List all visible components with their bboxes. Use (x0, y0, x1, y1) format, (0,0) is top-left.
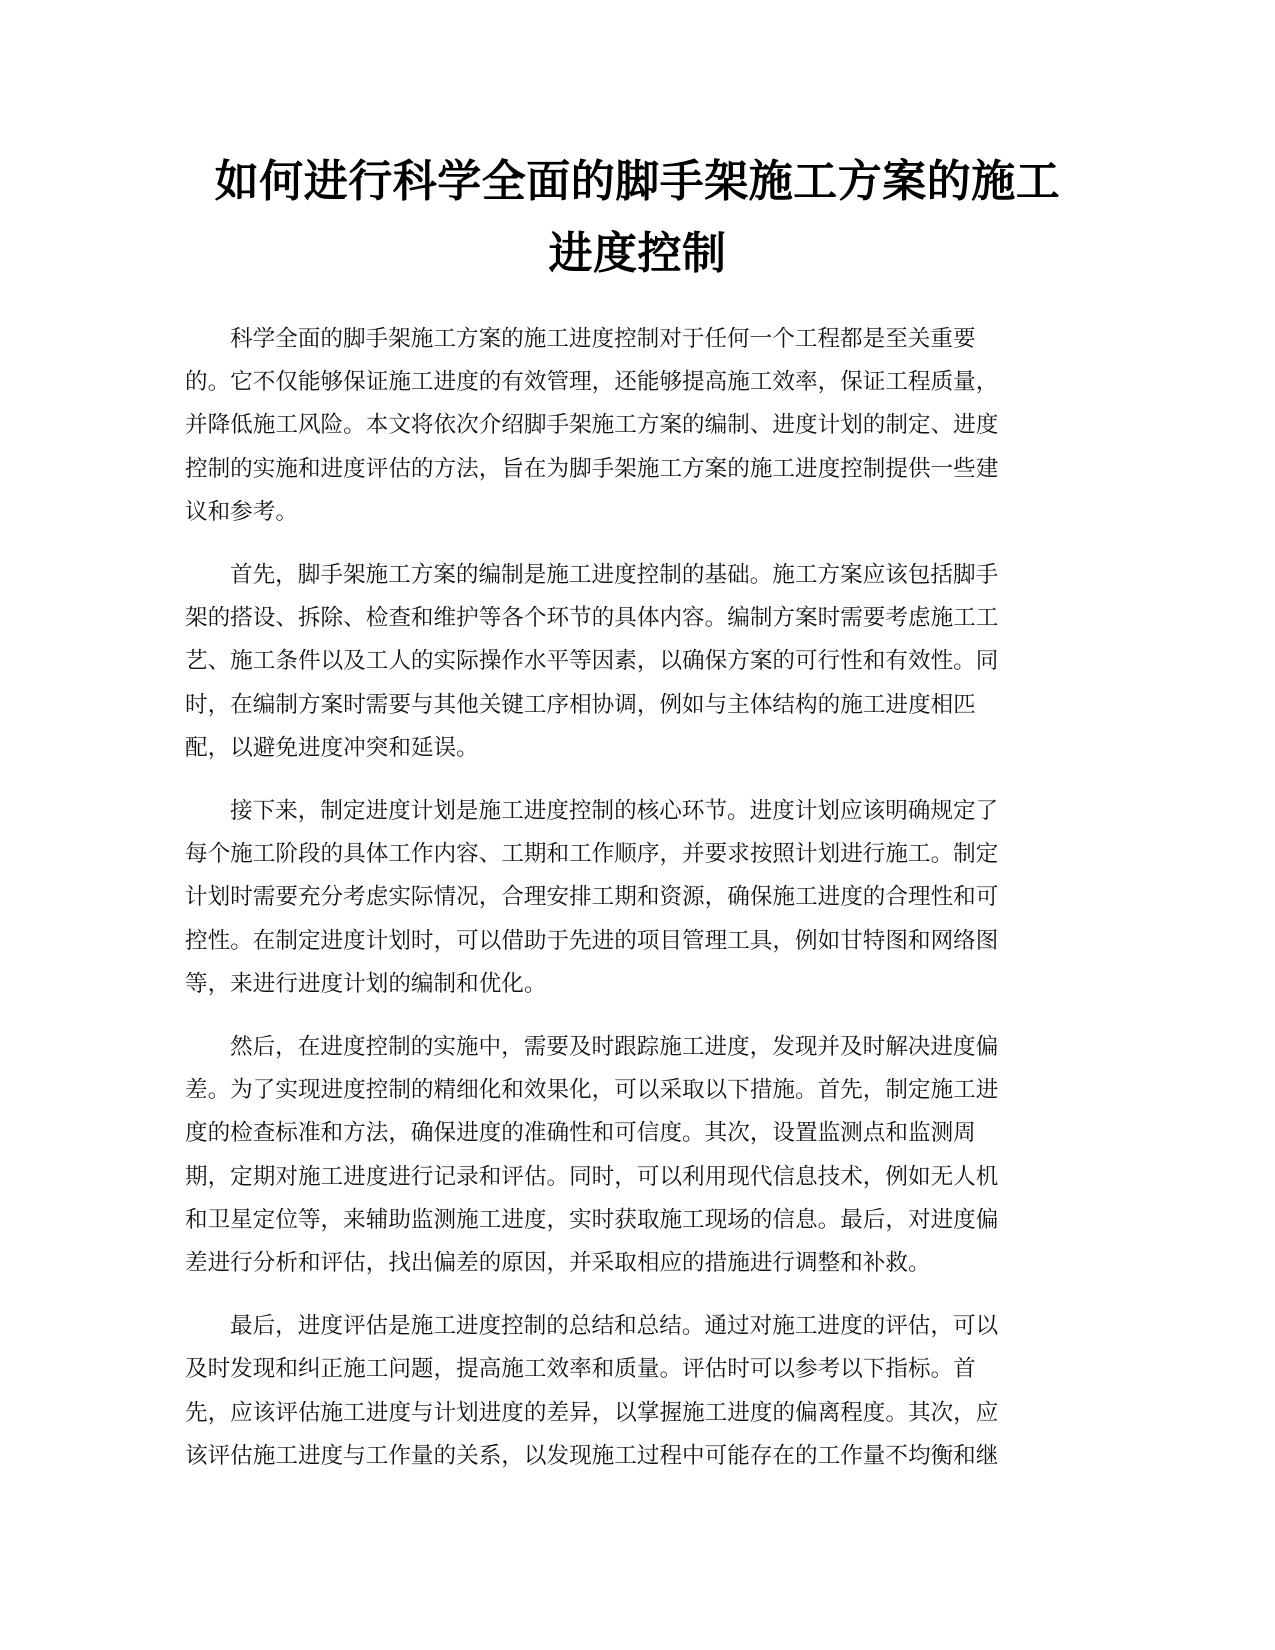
paragraph-line: 配，以避免进度冲突和延误。 (185, 734, 479, 761)
paragraph-line: 差。为了实现进度控制的精细化和效果化，可以采取以下措施。首先，制定施工进 (185, 1077, 999, 1104)
title-line-2: 进度控制 (548, 228, 727, 279)
paragraph-control-implementation (185, 1026, 1085, 1285)
paragraph-line: 每个施工阶段的具体工作内容、工期和工作顺序，并要求按照计划进行施工。制定 (185, 841, 999, 868)
paragraph-line: 并降低施工风险。本文将依次介绍脚手架施工方案的编制、进度计划的制定、进度 (185, 412, 999, 439)
paragraph-line: 控性。在制定进度计划时，可以借助于先进的项目管理工具，例如甘特图和网络图 (185, 927, 999, 954)
paragraph-line: 最后，进度评估是施工进度控制的总结和总结。通过对施工进度的评估，可以 (230, 1313, 999, 1340)
paragraph-line: 的。它不仅能够保证施工进度的有效管理，还能够提高施工效率，保证工程质量， (185, 369, 999, 396)
paragraph-line: 度的检查标准和方法，确保进度的准确性和可信度。其次，设置监测点和监测周 (185, 1120, 976, 1147)
paragraph-line: 该评估施工进度与工作量的关系，以发现施工过程中可能存在的工作量不均衡和继 (185, 1442, 999, 1469)
paragraph-line: 架的搭设、拆除、检查和维护等各个环节的具体内容。编制方案时需要考虑施工工 (185, 605, 999, 632)
paragraph-line: 首先，脚手架施工方案的编制是施工进度控制的基础。施工方案应该包括脚手 (230, 562, 999, 589)
paragraph-line: 等，来进行进度计划的编制和优化。 (185, 970, 547, 997)
paragraph-line: 计划时需要充分考虑实际情况，合理安排工期和资源，确保施工进度的合理性和可 (185, 884, 999, 911)
document-body (185, 318, 1085, 1498)
paragraph-line: 议和参考。 (185, 498, 298, 525)
paragraph-intro (185, 318, 1085, 534)
paragraph-line: 及时发现和纠正施工问题，提高施工效率和质量。评估时可以参考以下指标。首 (185, 1356, 976, 1383)
paragraph-line: 然后，在进度控制的实施中，需要及时跟踪施工进度，发现并及时解决进度偏 (230, 1034, 999, 1061)
document-title (150, 146, 1125, 290)
paragraph-line: 接下来，制定进度计划是施工进度控制的核心环节。进度计划应该明确规定了 (230, 798, 999, 825)
paragraph-plan-preparation (185, 554, 1085, 770)
paragraph-progress-evaluation (185, 1305, 1085, 1478)
paragraph-line: 先，应该评估施工进度与计划进度的差异，以掌握施工进度的偏离程度。其次，应 (185, 1399, 999, 1426)
paragraph-line: 控制的实施和进度评估的方法，旨在为脚手架施工方案的施工进度控制提供一些建 (185, 455, 999, 482)
paragraph-line: 期，定期对施工进度进行记录和评估。同时，可以利用现代信息技术，例如无人机 (185, 1163, 999, 1190)
paragraph-line: 差进行分析和评估，找出偏差的原因，并采取相应的措施进行调整和补救。 (185, 1250, 931, 1277)
paragraph-line: 时，在编制方案时需要与其他关键工序相协调，例如与主体结构的施工进度相匹 (185, 691, 976, 718)
paragraph-line: 艺、施工条件以及工人的实际操作水平等因素，以确保方案的可行性和有效性。同 (185, 648, 999, 675)
title-line-1: 如何进行科学全面的脚手架施工方案的施工 (214, 156, 1061, 207)
paragraph-schedule-plan (185, 790, 1085, 1006)
paragraph-line: 科学全面的脚手架施工方案的施工进度控制对于任何一个工程都是至关重要 (230, 326, 976, 352)
paragraph-line: 和卫星定位等，来辅助监测施工进度，实时获取施工现场的信息。最后，对进度偏 (185, 1206, 999, 1233)
